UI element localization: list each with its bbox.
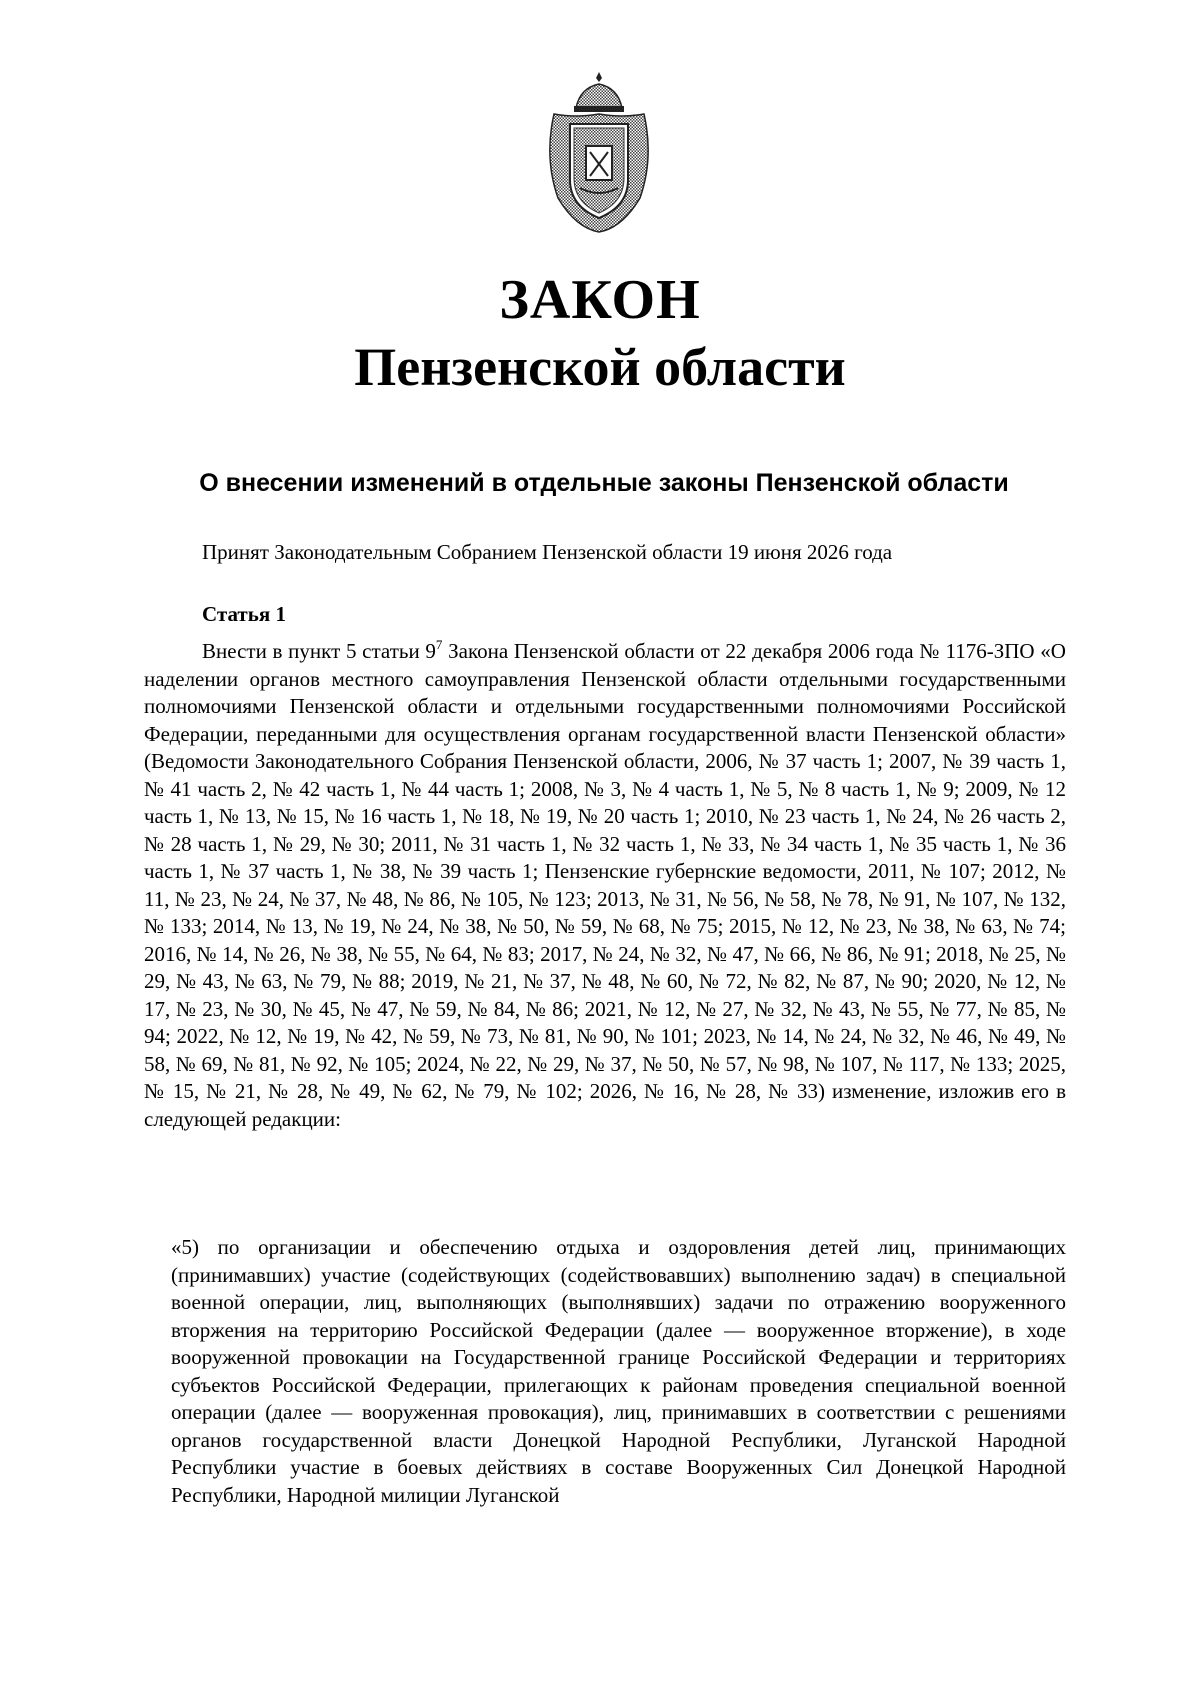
document-title: ЗАКОН [499,269,701,331]
coat-of-arms-icon [540,68,658,234]
law-subject-heading: О внесении изменений в отдельные законы Пензенской области [199,469,1009,497]
article-text-rest: Закона Пензенской области от 22 декабря 2006 года № 1176-ЗПО «О наделении органов местного самоуправления Пензенской области отдельными государственными полномочиями Пензенской области и отдельными государственными полномочиями Российской Федерации, переданными для осуществления органам государственной власти Пензенской области» (Ведомости Законодательного Собрания Пензенской области, 2006, № 37 часть 1; 2007, № 39 часть 1, № 41 часть 2, № 42 часть 1, № 44 часть 1; 2008, № 3, № 4 часть 1, № 5, № 8 часть 1, № 9; 2009, № 12 часть 1, № 13, № 15, № 16 часть 1, № 18, № 19, № 20 часть 1; 2010, № 23 часть 1, № 24, № 26 часть 2, № 28 часть 1, № 29, № 30; 2011, № 31 часть 1, № 32 часть 1, № 33, № 34 часть 1, № 35 часть 1, № 36 часть 1, № 37 часть 1, № 38, № 39 часть 1; Пензенские губернские ведомости, 2011, № 107; 2012, № 11, № 23, № 24, № 37, № 48, № 86, № 105, № 123; 2013, № 31, № 56, № 58, № 78, № 91, № 107, № 132, № 133; 2014, № 13, № 19, № 24, № 38, № 50, № 59, № 68, № 75; 2015, № 12, № 23, № 38, № 63, № 74; 2016, № 14, № 26, № 38, № 55, № 64, № 83; 2017, № 24, № 32, № 47, № 66, № 86, № 91; 2018, № 25, № 29, № 43, № 63, № 79, № 88; 2019, № 21, № 37, № 48, № 60, № 72, № 82, № 87, № 90; 2020, № 12, № 17, № 23, № 30, № 45, № 47, № 59, № 84, № 86; 2021, № 12, № 27, № 32, № 43, № 55, № 77, № 85, № 94; 2022, № 12, № 19, № 42, № 59, № 73, № 81, № 90, № 101; 2023, № 14, № 24, № 32, № 46, № 49, № 58, № 69, № 81, № 92, № 105; 2024, № 22, № 29, № 37, № 50, № 57, № 98, № 107, № 117, № 133; 2025, № 15, № 21, № 28, № 49, № 62, № 79, № 102; 2026, № 16, № 28, № 33) изменение, изложив его в следующей редакции: [144,639,1066,1131]
article-superscript: 7 [435,637,443,652]
quoted-amendment-text: «5) по организации и обеспечению отдыха и оздоровления детей лиц, принимающих (принимавших) участие (содействующих (содействовавших) выполнению задач) в специальной военной операции, лиц, выполняющих (выполнявших) задачи по отражению вооруженного вторжения на территорию Российской Федерации (далее — вооруженное вторжение), в ходе вооруженной провокации на Государственной границе Российской Федерации и территориях субъектов Российской Федерации, прилегающих к районам проведения специальной военной операции (далее — вооруженная провокация), лиц, принимавших в соответствии с решениями органов государственной власти Донецкой Народной Республики, Луганской Народной Республики участие в боевых действиях в составе Вооруженных Сил Донецкой Народной Республики, Народной милиции Луганской [171,1235,1066,1507]
article-heading: Статья 1 [202,602,286,626]
adoption-note: Принят Законодательным Собранием Пензенской области 19 июня 2026 года [202,540,893,564]
document-region: Пензенской области [354,337,846,397]
article-paragraph [144,638,1066,1133]
article-text-start: Внести в пункт 5 статьи 9 [202,639,436,663]
